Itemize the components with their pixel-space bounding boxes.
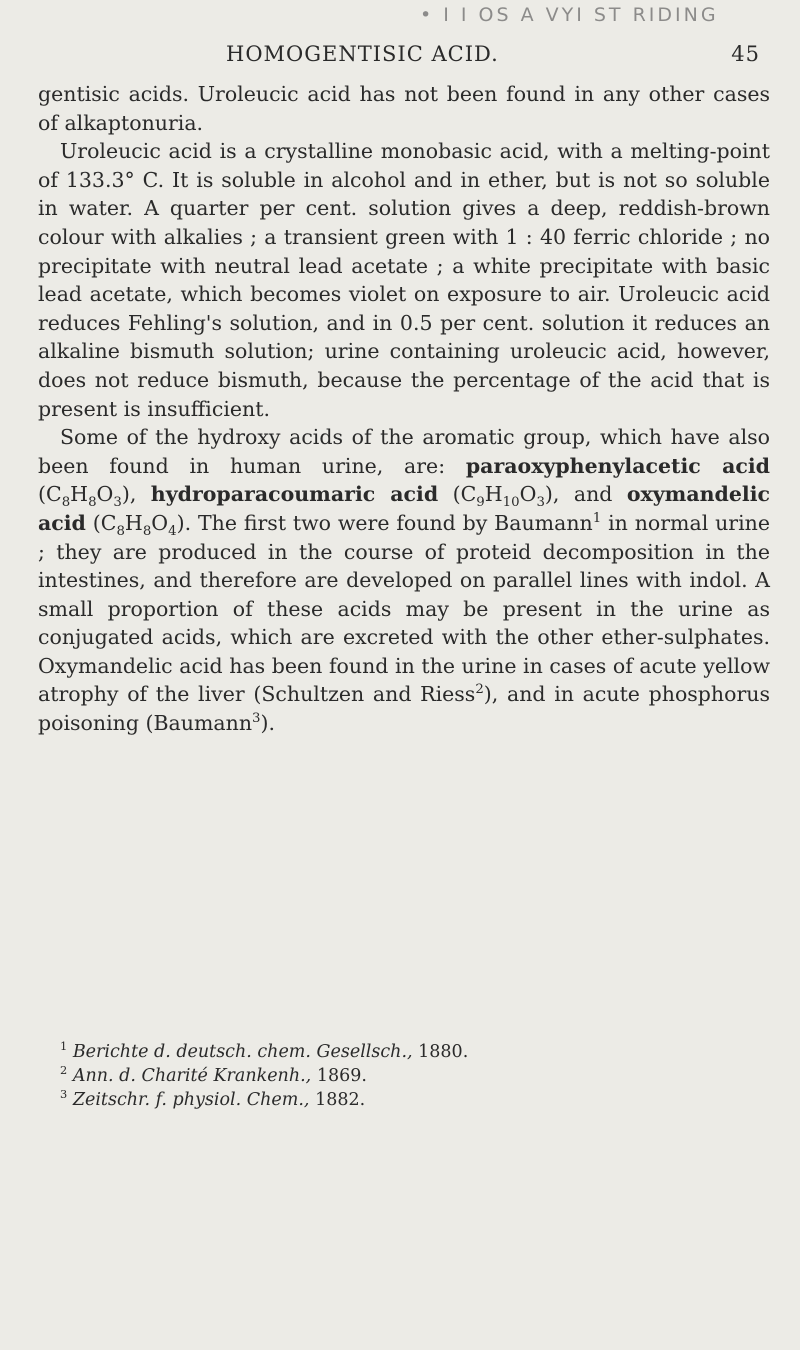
- footnote-year: 1869.: [316, 1066, 367, 1086]
- acid-formula-2: $(C_9H_{10}O_3)$,: [452, 482, 560, 511]
- hydroxy-intro: Some of the hydroxy acids of the aromatic group, which have also been found in human urine, are:: [38, 425, 770, 478]
- footnote-mark: 3: [60, 1087, 68, 1102]
- running-head: [226, 42, 760, 66]
- footnote-1: [60, 1040, 760, 1064]
- acid-name-2: hydroparacoumaric acid: [150, 482, 439, 507]
- hydroxy-text-a: The first two were found by Baumann: [197, 510, 593, 535]
- footnote-ref-2: 2: [475, 682, 484, 698]
- library-stamp: • I I OS A VYI ST RIDING: [420, 4, 719, 26]
- footnote-ref-1: 1: [592, 511, 602, 527]
- footnote-title: Berichte d. deutsch. chem. Gesellsch.,: [72, 1042, 413, 1062]
- footnote-title: Ann. d. Charité Krankenh.,: [72, 1066, 312, 1086]
- footnote-title: Zeitschr. f. physiol. Chem.,: [72, 1090, 310, 1110]
- hydroxy-text-c: ), and in acute phosphorus poisoning (Baumann: [38, 682, 771, 736]
- paragraph-hydroxy-acids: [38, 423, 770, 738]
- acid-formula-3: $(C_8H_8O_4)$.: [92, 510, 192, 539]
- footnote-year: 1882.: [315, 1090, 366, 1110]
- footnote-2: [60, 1064, 760, 1088]
- hydroxy-text-d: ).: [260, 711, 276, 736]
- paragraph-uroleucic-properties: Uroleucic acid is a crystalline monobasic acid, with a melting-point of 133.3° C. It is soluble in alcohol and in ether, but is not so soluble in water. A quarter per cent. solution gives a deep, reddish-brown colour with alkalies ; a transient green with 1 : 40 ferric chloride ; no precipitate with neutral lead acetate ; a white precipitate with basic lead acetate, which becomes violet on exposure to air. Uroleucic acid reduces Fehling's solution, and in 0.5 per cent. solution it reduces an alkaline bismuth solution; urine containing uroleucic acid, however, does not reduce bismuth, because the percentage of the acid that is present is insufficient.: [38, 139, 770, 421]
- body-text: [38, 80, 770, 738]
- conjunction: and: [573, 482, 613, 507]
- page-title: HOMOGENTISIC ACID.: [226, 42, 499, 66]
- footnote-ref-3: 3: [252, 711, 261, 727]
- acid-name-1: paraoxyphenylacetic acid: [465, 453, 770, 478]
- paragraph-continuation: gentisic acids. Uroleucic acid has not been found in any other cases of alkaptonuria.: [38, 82, 770, 135]
- footnote-mark: 2: [60, 1063, 68, 1078]
- footnote-3: [60, 1088, 760, 1112]
- acid-formula-1: $(C_8H_8O_3)$,: [38, 482, 137, 511]
- hydroxy-text-b: in normal urine ; they are produced in the course of proteid decomposition in the intestines, and therefore are developed on parallel lines with indol. A small proportion of these acids may be present in the urine as conjugated acids, which are excreted with the other ether-sulphates. Oxymandelic acid has been found in the urine in cases of acute yellow atrophy of the liver (Schultzen and Riess: [38, 510, 771, 707]
- footnotes: [60, 1040, 760, 1112]
- acid-name-3: oxymandelic acid: [38, 482, 770, 535]
- footnote-year: 1880.: [418, 1042, 469, 1062]
- footnote-mark: 1: [60, 1039, 68, 1054]
- page-number: 45: [731, 42, 760, 66]
